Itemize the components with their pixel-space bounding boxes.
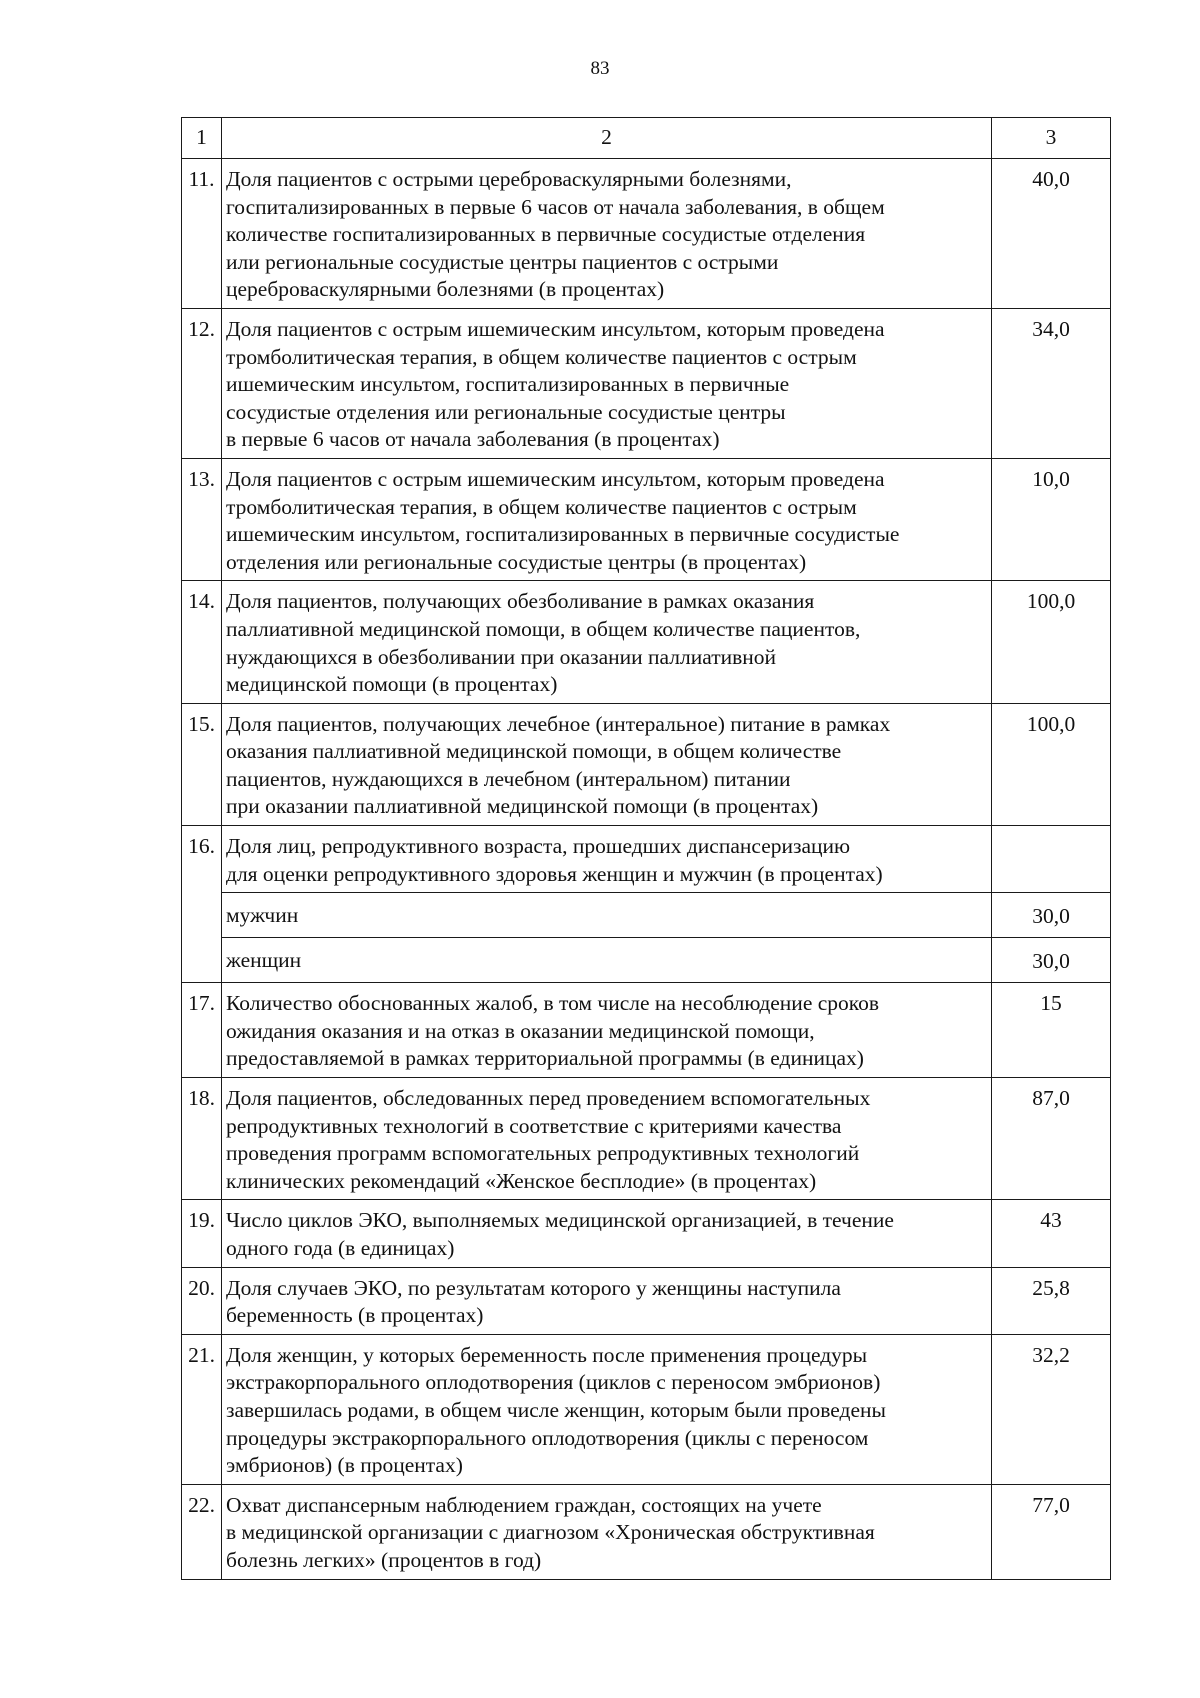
- table-row: [182, 581, 1111, 703]
- row-number: 12.: [182, 308, 222, 458]
- indicator-value: 34,0: [992, 308, 1111, 458]
- description-line: ишемическим инсультом, госпитализированных в первичные сосудистые: [226, 522, 900, 547]
- description-line: госпитализированных в первые 6 часов от начала заболевания, в общем: [226, 194, 885, 219]
- description-line: завершилась родами, в общем числе женщин, которым были проведены: [226, 1397, 886, 1422]
- description-line: тромболитическая терапия, в общем количестве пациентов с острым: [226, 344, 857, 369]
- indicator-value: 100,0: [992, 581, 1111, 703]
- row-number: 18.: [182, 1078, 222, 1200]
- indicator-value: 40,0: [992, 159, 1111, 309]
- indicator-value: [992, 826, 1111, 893]
- description-line: предоставляемой в рамках территориальной программы (в единицах): [226, 1046, 864, 1071]
- description-line: проведения программ вспомогательных репродуктивных технологий: [226, 1141, 860, 1166]
- description-line: Количество обоснованных жалоб, в том числе на несоблюдение сроков: [226, 991, 880, 1016]
- indicator-description: [222, 983, 992, 1078]
- description-line: для оценки репродуктивного здоровья женщин и мужчин (в процентах): [226, 861, 883, 886]
- indicator-description: [222, 458, 992, 580]
- table-row: [182, 1334, 1111, 1484]
- description-line: Число циклов ЭКО, выполняемых медицинской организацией, в течение: [226, 1208, 894, 1233]
- description-line: отделения или региональные сосудистые центры (в процентах): [226, 549, 807, 574]
- table-row: [182, 458, 1111, 580]
- table-row: [182, 308, 1111, 458]
- indicator-description: [222, 308, 992, 458]
- description-line: тромболитическая терапия, в общем количестве пациентов с острым: [226, 494, 857, 519]
- indicator-value: 15: [992, 983, 1111, 1078]
- page-number: 83: [590, 58, 610, 79]
- description-line: экстракорпорального оплодотворения (циклов с переносом эмбрионов): [226, 1370, 881, 1395]
- subrow-value: 30,0: [992, 938, 1111, 983]
- description-line: Доля пациентов с острым ишемическим инсультом, которым проведена: [226, 466, 885, 491]
- indicator-value: 87,0: [992, 1078, 1111, 1200]
- indicator-value: 100,0: [992, 703, 1111, 825]
- description-line: Охват диспансерным наблюдением граждан, состоящих на учете: [226, 1492, 822, 1517]
- description-line: нуждающихся в обезболивании при оказании паллиативной: [226, 644, 777, 669]
- description-line: Доля пациентов с острым ишемическим инсультом, которым проведена: [226, 316, 885, 341]
- table-row: [182, 1200, 1111, 1267]
- indicator-description: [222, 1334, 992, 1484]
- row-number: 14.: [182, 581, 222, 703]
- indicator-description: [222, 1267, 992, 1334]
- description-line: процедуры экстракорпорального оплодотворения (циклы с переносом: [226, 1425, 869, 1450]
- description-line: эмбрионов) (в процентах): [226, 1453, 463, 1478]
- table-subrow: [182, 893, 1111, 938]
- row-number: 21.: [182, 1334, 222, 1484]
- indicator-description: [222, 703, 992, 825]
- row-number: 13.: [182, 458, 222, 580]
- description-line: количестве госпитализированных в первичные сосудистые отделения: [226, 222, 866, 247]
- description-line: в медицинской организации с диагнозом «Хроническая обструктивная: [226, 1520, 875, 1545]
- indicator-value: 32,2: [992, 1334, 1111, 1484]
- indicators-table: [181, 117, 1111, 1580]
- table-row: [182, 983, 1111, 1078]
- indicator-description: [222, 159, 992, 309]
- table-row: [182, 1078, 1111, 1200]
- description-line: Доля пациентов, получающих обезболивание в рамках оказания: [226, 589, 815, 614]
- table-header-row: [182, 118, 1111, 159]
- table-row: [182, 826, 1111, 893]
- indicator-description: [222, 1484, 992, 1579]
- indicator-value: 43: [992, 1200, 1111, 1267]
- row-number: 16.: [182, 826, 222, 983]
- indicator-description: [222, 1078, 992, 1200]
- description-line: Доля женщин, у которых беременность после применения процедуры: [226, 1342, 868, 1367]
- table-subrow: [182, 938, 1111, 983]
- description-line: беременность (в процентах): [226, 1303, 484, 1328]
- table-row: [182, 703, 1111, 825]
- indicator-description: [222, 1200, 992, 1267]
- indicator-description: [222, 581, 992, 703]
- indicator-description: [222, 826, 992, 893]
- description-line: медицинской помощи (в процентах): [226, 672, 558, 697]
- subrow-value: 30,0: [992, 893, 1111, 938]
- description-line: ишемическим инсультом, госпитализированных в первичные: [226, 372, 790, 397]
- description-line: болезнь легких» (процентов в год): [226, 1547, 542, 1572]
- description-line: оказания паллиативной медицинской помощи, в общем количестве: [226, 739, 842, 764]
- description-line: Доля пациентов, получающих лечебное (интеральное) питание в рамках: [226, 711, 891, 736]
- description-line: в первые 6 часов от начала заболевания (в процентах): [226, 427, 720, 452]
- description-line: пациентов, нуждающихся в лечебном (интеральном) питании: [226, 766, 791, 791]
- row-number: 22.: [182, 1484, 222, 1579]
- description-line: репродуктивных технологий в соответствие с критериями качества: [226, 1113, 842, 1138]
- table-row: [182, 159, 1111, 309]
- description-line: клинических рекомендаций «Женское бесплодие» (в процентах): [226, 1168, 817, 1193]
- table-row: [182, 1267, 1111, 1334]
- description-line: цереброваскулярными болезнями (в процентах): [226, 277, 665, 302]
- indicator-value: 25,8: [992, 1267, 1111, 1334]
- description-line: одного года (в единицах): [226, 1236, 455, 1260]
- indicator-value: 10,0: [992, 458, 1111, 580]
- row-number: 15.: [182, 703, 222, 825]
- table-row: [182, 1484, 1111, 1579]
- description-line: паллиативной медицинской помощи, в общем количестве пациентов,: [226, 616, 861, 641]
- description-line: Доля случаев ЭКО, по результатам которого у женщины наступила: [226, 1275, 841, 1300]
- table-body: [182, 118, 1111, 1580]
- row-number: 11.: [182, 159, 222, 309]
- row-number: 17.: [182, 983, 222, 1078]
- row-number: 19.: [182, 1200, 222, 1267]
- row-number: 20.: [182, 1267, 222, 1334]
- description-line: Доля пациентов, обследованных перед проведением вспомогательных: [226, 1086, 871, 1111]
- description-line: Доля лиц, репродуктивного возраста, прошедших диспансеризацию: [226, 834, 851, 859]
- subrow-label: мужчин: [222, 893, 992, 938]
- indicator-value: 77,0: [992, 1484, 1111, 1579]
- header-col-3: 3: [992, 118, 1111, 159]
- subrow-label: женщин: [222, 938, 992, 983]
- description-line: при оказании паллиативной медицинской помощи (в процентах): [226, 794, 819, 819]
- header-col-1: 1: [182, 118, 222, 159]
- description-line: сосудистые отделения или региональные сосудистые центры: [226, 399, 786, 424]
- description-line: ожидания оказания и на отказ в оказании медицинской помощи,: [226, 1018, 815, 1043]
- description-line: или региональные сосудистые центры пациентов с острыми: [226, 249, 779, 274]
- header-col-2: 2: [222, 118, 992, 159]
- description-line: Доля пациентов с острыми цереброваскулярными болезнями,: [226, 167, 792, 191]
